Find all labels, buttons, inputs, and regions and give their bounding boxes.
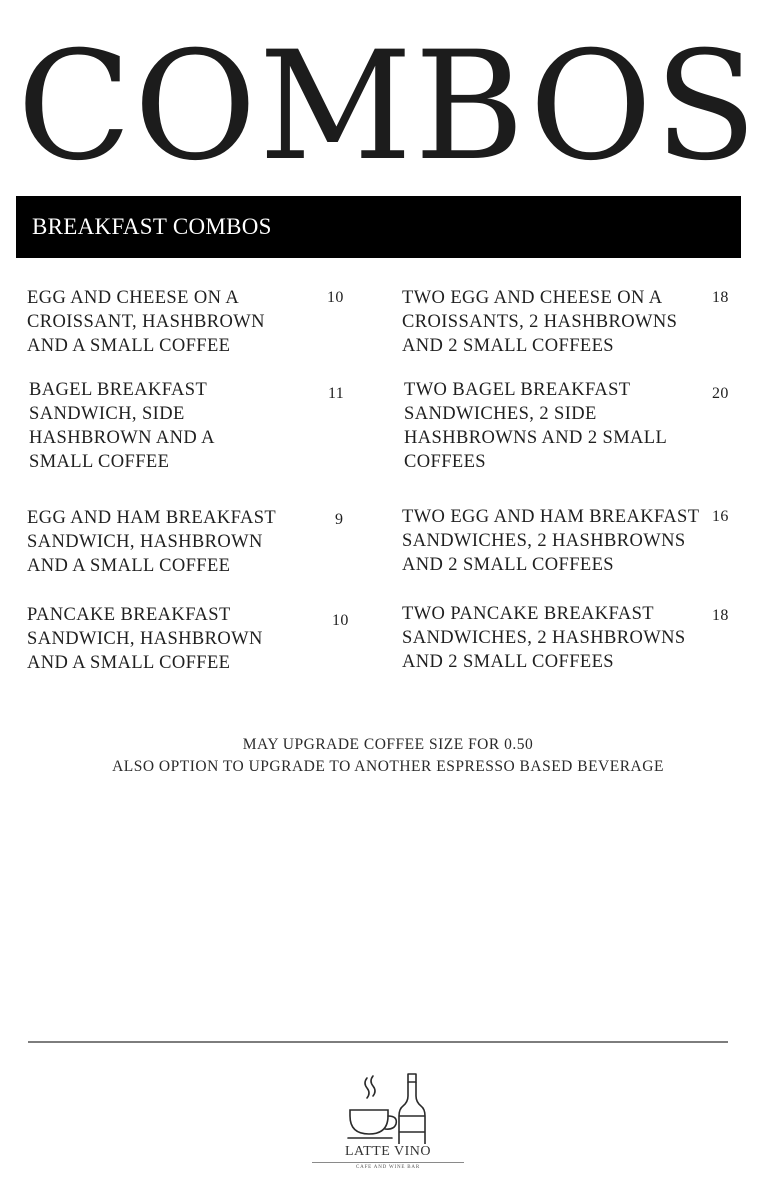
menu-item-description: BAGEL BREAKFAST SANDWICH, SIDE HASHBROWN AND A SMALL COFFEE — [29, 380, 215, 472]
coffee-cup-icon — [348, 1076, 396, 1138]
menu-item-description: EGG AND HAM BREAKFAST SANDWICH, HASHBROWN AND A SMALL COFFEE — [27, 508, 277, 576]
page-title: COMBOS — [16, 20, 760, 194]
section-header-bar — [16, 196, 741, 258]
menu-item-price: 20 — [712, 385, 729, 402]
menu-item-price: 18 — [712, 289, 729, 306]
brand-logo — [310, 1072, 466, 1182]
wine-bottle-icon — [399, 1074, 425, 1144]
section-title: BREAKFAST COMBOS — [32, 214, 272, 239]
menu-item-price: 18 — [712, 607, 729, 624]
menu-item-description: TWO EGG AND HAM BREAKFAST SANDWICHES, 2 HASHBROWNS AND 2 SMALL COFFEES — [402, 507, 700, 575]
upgrade-note: MAY UPGRADE COFFEE SIZE FOR 0.50 — [242, 736, 534, 753]
menu-item-description: EGG AND CHEESE ON A CROISSANT, HASHBROWN AND A SMALL COFFEE — [27, 288, 265, 356]
brand-divider — [312, 1162, 464, 1163]
menu-item-price: 9 — [335, 511, 344, 528]
menu-item-price: 10 — [332, 612, 349, 629]
menu-item-description: TWO PANCAKE BREAKFAST SANDWICHES, 2 HASHBROWNS AND 2 SMALL COFFEES — [402, 604, 686, 672]
menu-item-description: PANCAKE BREAKFAST SANDWICH, HASHBROWN AND A SMALL COFFEE — [27, 605, 263, 673]
footer-divider — [28, 1041, 728, 1043]
menu-item-description: TWO EGG AND CHEESE ON A CROISSANTS, 2 HASHBROWNS AND 2 SMALL COFFEES — [402, 288, 678, 356]
menu-item-price: 11 — [328, 385, 345, 402]
menu-item-price: 10 — [327, 289, 344, 306]
brand-tagline: CAFE AND WINE BAR — [356, 1165, 420, 1170]
menu-item-price: 16 — [712, 508, 729, 525]
espresso-upgrade-note: ALSO OPTION TO UPGRADE TO ANOTHER ESPRESSO BASED BEVERAGE — [112, 758, 664, 775]
menu-item-description: TWO BAGEL BREAKFAST SANDWICHES, 2 SIDE HASHBROWNS AND 2 SMALL COFFEES — [404, 380, 668, 472]
brand-name: LATTE VINO — [344, 1144, 431, 1159]
